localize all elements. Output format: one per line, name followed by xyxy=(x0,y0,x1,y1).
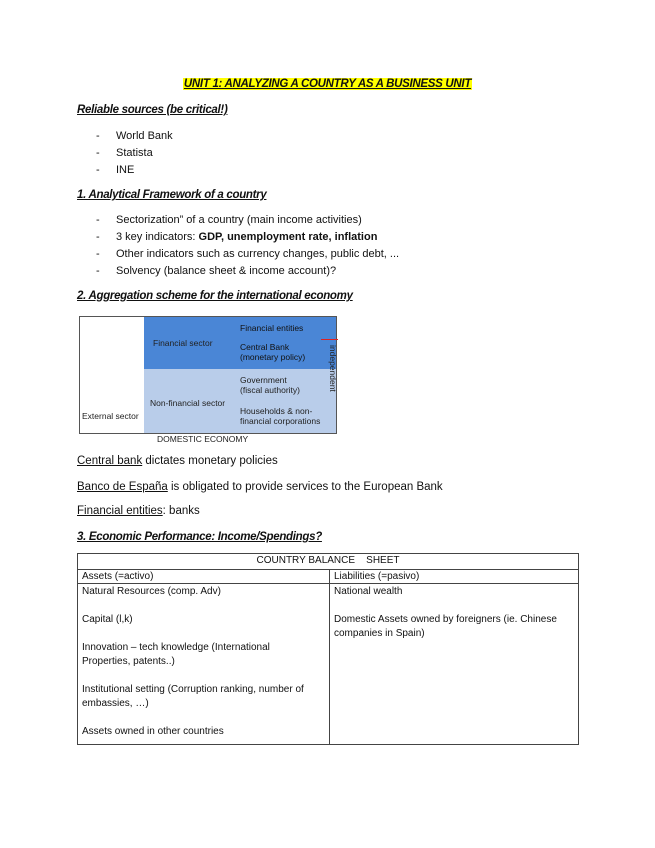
note-central-bank xyxy=(77,455,278,467)
non-financial-sector-label: Non-financial sector xyxy=(150,398,226,408)
note-text: : banks xyxy=(162,505,200,517)
term: Central bank xyxy=(77,455,143,467)
independence-connector xyxy=(321,339,338,340)
term: Financial entities xyxy=(77,505,163,517)
independent-label: independent xyxy=(328,345,338,392)
financial-sector-label: Financial sector xyxy=(153,338,213,348)
fiscal-authority-label: (fiscal authority) xyxy=(240,385,300,395)
section2-heading: 2. Aggregation scheme for the international economy xyxy=(77,290,353,302)
list-item-text: World Bank xyxy=(116,130,173,142)
list-item-text: Statista xyxy=(116,147,153,159)
section1-heading: 1. Analytical Framework of a country xyxy=(77,189,267,201)
note-banco-de-espana xyxy=(77,481,443,493)
table-header-text: COUNTRY BALANCE SHEET xyxy=(256,555,400,566)
external-sector-label: External sector xyxy=(82,411,139,421)
page-title xyxy=(0,78,655,90)
sources-heading: Reliable sources (be critical!) xyxy=(77,104,228,116)
list-item: - Other indicators such as currency changes, public debt, ... xyxy=(96,248,400,260)
list-item-text: 3 key indicators: xyxy=(116,231,199,243)
central-bank-label: Central Bank xyxy=(240,342,290,352)
note-text: dictates monetary policies xyxy=(142,455,278,467)
list-item-text: Sectorization” of a country (main income activities) xyxy=(116,214,362,226)
balance-sheet-table xyxy=(77,553,579,745)
section3-heading: 3. Economic Performance: Income/Spendings? xyxy=(77,531,322,543)
note-financial-entities xyxy=(77,505,200,517)
term: Banco de España xyxy=(77,481,168,493)
list-item: - Statista xyxy=(96,147,153,159)
key-indicators-text: GDP, unemployment rate, inflation xyxy=(198,231,378,243)
financial-corporations-label: financial corporations xyxy=(240,416,321,426)
assets-header: Assets (=activo) xyxy=(78,570,330,584)
asset-item: Institutional setting (Corruption ranking, number of embassies, …) xyxy=(82,684,304,709)
assets-cell xyxy=(78,584,330,745)
table-row xyxy=(78,554,579,570)
page-title-text: UNIT 1: ANALYZING A COUNTRY AS A BUSINESS UNIT xyxy=(183,78,472,90)
list-item: - 3 key indicators: GDP, unemployment rate, inflation xyxy=(96,231,378,243)
list-item: - Solvency (balance sheet & income account)? xyxy=(96,265,337,277)
list-item-text: Other indicators such as currency changes, public debt, ... xyxy=(116,248,400,260)
liabilities-cell xyxy=(330,584,579,745)
aggregation-diagram xyxy=(79,316,337,434)
liability-item: National wealth xyxy=(334,586,403,597)
government-label: Government xyxy=(240,375,287,385)
table-header xyxy=(78,554,579,570)
list-item: - World Bank xyxy=(96,130,173,142)
asset-item: Capital (l,k) xyxy=(82,614,133,625)
asset-item: Natural Resources (comp. Adv) xyxy=(82,586,221,597)
list-item: - Sectorization” of a country (main income activities) xyxy=(96,214,362,226)
liabilities-header: Liabilities (=pasivo) xyxy=(330,570,579,584)
list-item-text: Solvency (balance sheet & income account)? xyxy=(116,265,337,277)
list-item: - INE xyxy=(96,164,135,176)
monetary-policy-label: (monetary policy) xyxy=(240,352,306,362)
domestic-economy-label: DOMESTIC ECONOMY xyxy=(157,434,249,444)
note-text: is obligated to provide services to the European Bank xyxy=(167,481,443,493)
households-label: Households & non- xyxy=(240,406,313,416)
liability-item: Domestic Assets owned by foreigners (ie. Chinese companies in Spain) xyxy=(334,614,557,639)
table-row xyxy=(78,584,579,745)
list-item-text: INE xyxy=(116,164,135,176)
asset-item: Assets owned in other countries xyxy=(82,726,224,737)
financial-entities-label: Financial entities xyxy=(240,323,304,333)
asset-item: Innovation – tech knowledge (International Properties, patents..) xyxy=(82,642,270,667)
table-row xyxy=(78,570,579,584)
